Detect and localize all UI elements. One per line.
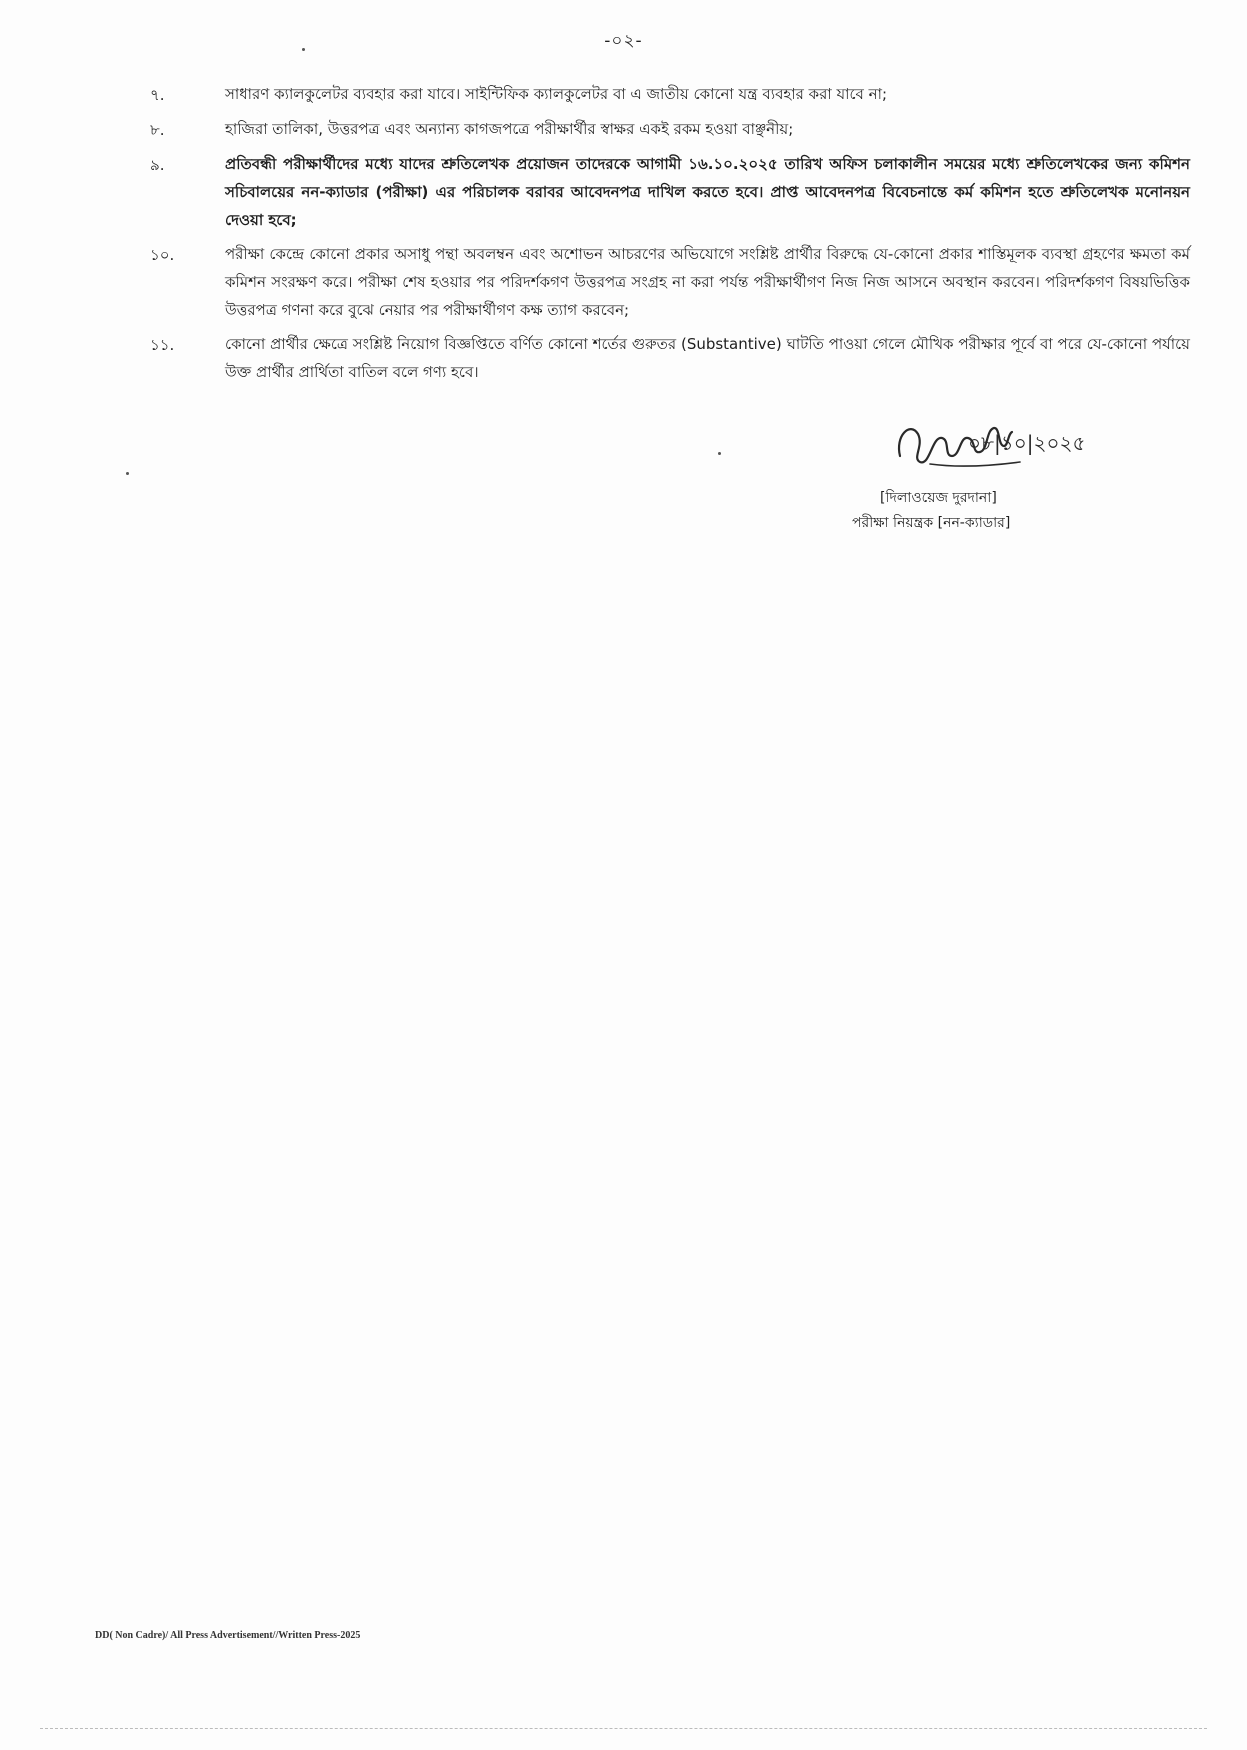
list-item — [150, 240, 1190, 324]
bottom-divider — [40, 1728, 1207, 1729]
list-item — [150, 115, 1190, 144]
item-number: ৯. — [150, 156, 165, 174]
signature-date: ০৮|১০|২০২৫ — [968, 431, 1086, 455]
signatory-designation: পরীক্ষা নিয়ন্ত্রক [নন-ক্যাডার] — [852, 515, 1011, 531]
scan-speck — [718, 452, 721, 455]
instruction-list — [150, 80, 1190, 392]
item-number: ১০. — [150, 246, 175, 264]
item-text-bold: প্রতিবন্ধী পরীক্ষার্থীদের মধ্যে যাদের শ্রুতিলেখক প্রয়োজন তাদেরকে আগামী ১৬.১০.২০২৫ তারিখ অফিস চলাকালীন সময়ের মধ্যে শ্রুতিলেখকের জন্য কমিশন সচিবালয়ের নন-ক্যাডার (পরীক্ষা) এর পরিচালক বরাবর আবেদনপত্র দাখিল করতে হবে। প্রাপ্ত আবেদনপত্র বিবেচনান্তে কর্ম কমিশন হতে শ্রুতিলেখক মনোনয়ন দেওয়া হবে; — [225, 155, 1190, 229]
list-item — [150, 330, 1190, 386]
item-text: সাধারণ ক্যালকুলেটর ব্যবহার করা যাবে। সাইন্টিফিক ক্যালকুলেটর বা এ জাতীয় কোনো যন্ত্র ব্যবহার করা যাবে না; — [225, 85, 888, 103]
item-text: পরীক্ষা কেন্দ্রে কোনো প্রকার অসাধু পন্থা অবলম্বন এবং অশোভন আচরণের অভিযোগে সংশ্লিষ্ট প্রার্থীর বিরুদ্ধে যে-কোনো প্রকার শাস্তিমূলক ব্যবস্থা গ্রহণের ক্ষমতা কর্ম কমিশন সংরক্ষণ করে। পরীক্ষা শেষ হওয়ার পর পরিদর্শকগণ উত্তরপত্র সংগ্রহ না করা পর্যন্ত পরীক্ষার্থীগণ নিজ নিজ আসনে অবস্থান করবেন। পরিদর্শকগণ বিষয়ভিত্তিক উত্তরপত্র গণনা করে বুঝে নেয়ার পর পরীক্ষার্থীগণ কক্ষ ত্যাগ করবেন; — [225, 245, 1190, 319]
list-item — [150, 150, 1190, 234]
item-number: ৮. — [150, 121, 165, 139]
list-item — [150, 80, 1190, 109]
scan-speck — [126, 472, 129, 475]
handwritten-signature — [890, 416, 1090, 481]
signatory-name: [দিলাওয়েজ দুরদানা] — [880, 490, 997, 506]
signature-block — [830, 416, 1090, 536]
item-text: কোনো প্রার্থীর ক্ষেত্রে সংশ্লিষ্ট নিয়োগ বিজ্ঞপ্তিতে বর্ণিত কোনো শর্তের গুরুতর (Substantive) ঘাটতি পাওয়া গেলে মৌখিক পরীক্ষার পূর্বে বা পরে যে-কোনো পর্যায়ে উক্ত প্রার্থীর প্রার্থিতা বাতিল বলে গণ্য হবে। — [225, 335, 1190, 381]
item-number: ৭. — [150, 86, 165, 104]
page-number: -০২- — [604, 31, 643, 51]
item-text: হাজিরা তালিকা, উত্তরপত্র এবং অন্যান্য কাগজপত্রে পরীক্ষার্থীর স্বাক্ষর একই রকম হওয়া বাঞ্ছনীয়; — [225, 120, 794, 138]
footer-reference: DD( Non Cadre)/ All Press Advertisement//Written Press-2025 — [95, 1630, 361, 1641]
item-number: ১১. — [150, 336, 175, 354]
scan-speck — [302, 48, 305, 51]
